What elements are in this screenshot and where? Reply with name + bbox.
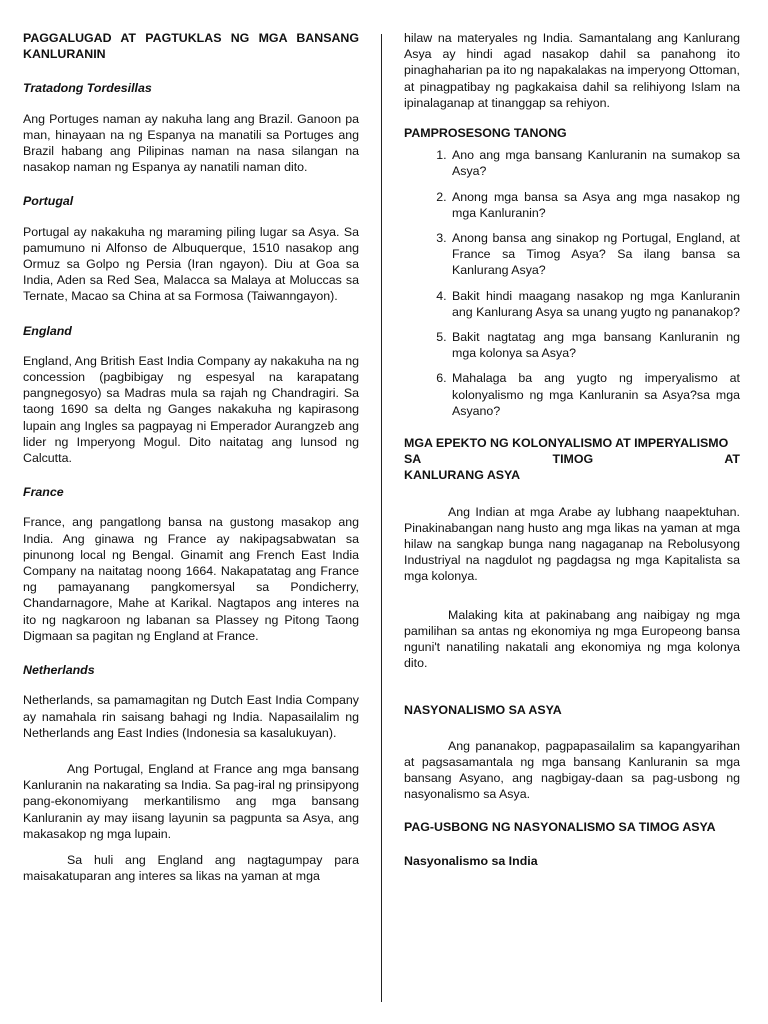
effects-heading-word: AT: [724, 452, 740, 467]
question-item: 4. Bakit hindi maagang nasakop ng mga Kanluranin ang Kanlurang Asya sa unang yugto ng pananakop?: [450, 288, 740, 320]
effects-paragraph-2: Malaking kita at pakinabang ang naibigay ng mga pamilihan sa antas ng ekonomiya ng mga Europeong bansa nguni't nanatiling nakatali ang ekonomiya ng mga kolonya dito.: [404, 607, 740, 671]
rise-of-nationalism-heading: PAG-USBONG NG NASYONALISMO SA TIMOG ASYA: [404, 819, 716, 834]
effects-heading: [404, 435, 740, 484]
section-heading-tordesillas: Tratadong Tordesillas: [23, 81, 152, 96]
section-heading-england: England: [23, 323, 72, 338]
question-item: 5. Bakit nagtatag ang mga bansang Kanluranin ng mga kolonya sa Asya?: [450, 329, 740, 361]
left-column: [23, 30, 359, 884]
section-body-tordesillas: Ang Portuges naman ay nakuha lang ang Brazil. Ganoon pa man, hinayaan na ng Espanya na manatili sa Portuges ang Brazil habang ang Pilipinas naman na nasa silangan na nasakop naman ng Espanya ay nanatili naman dito.: [23, 111, 359, 175]
india-nationalism-heading: Nasyonalismo sa India: [404, 853, 538, 868]
summary-paragraph: Ang Portugal, England at France ang mga bansang Kanluranin na nakarating sa India. Sa pag-iral ng prinsipyong pang-ekonomiyang merkantilismo ang mga bansang Kanluranin ay may iisang layunin sa pagpunta sa Asya, ang makasakop ng mga lupain.: [23, 761, 359, 841]
questions-list: [404, 147, 740, 419]
effects-heading-word: TIMOG: [552, 452, 594, 467]
question-item: 1. Ano ang mga bansang Kanluranin na sumakop sa Asya?: [450, 147, 740, 179]
questions-heading: PAMPROSESONG TANONG: [404, 126, 567, 141]
column-divider: [381, 34, 382, 1002]
nationalism-heading: NASYONALISMO SA ASYA: [404, 702, 562, 717]
effects-heading-line3: KANLURANG ASYA: [404, 468, 521, 483]
section-body-england: England, Ang British East India Company ay nakakuha na ng concession (pagbibigay ng espesyal na karapatang pangnegosyo) sa Madras mula sa rajah ng Chandragiri. Sa taong 1690 sa delta ng Ganges nakakuha ng kapirasong lupain ang Ingles sa pagpayag ni Emperador Aurangzeb ang lider ng Imperyong Mogul. Dito naitatag ang lunsod ng Calcutta.: [23, 353, 359, 466]
section-heading-portugal: Portugal: [23, 194, 74, 209]
question-item: 6. Mahalaga ba ang yugto ng imperyalismo at kolonyalismo ng mga Kanluranin sa Asya?sa mga Asyano?: [450, 370, 740, 419]
question-item: 2. Anong mga bansa sa Asya ang mga nasakop ng mga Kanluranin?: [450, 189, 740, 221]
section-body-portugal: Portugal ay nakakuha ng maraming piling lugar sa Asya. Sa pamumuno ni Alfonso de Albuquerque, 1510 nasakop ang Ormuz sa Golpo ng Persia (Iran ngayon). Diu at Goa sa India, Aden sa Red Sea, Malacca sa Malaya at Moluccas sa Ternate, Macao sa China at sa Formosa (Taiwanngayon).: [23, 224, 359, 304]
effects-heading-word: SA: [404, 452, 422, 467]
closing-paragraph: Sa huli ang England ang nagtagumpay para maisakatuparan ang interes sa likas na yaman at mga: [23, 852, 359, 884]
question-item: 3. Anong bansa ang sinakop ng Portugal, England, at France sa Timog Asya? Sa ilang bansa sa Kanlurang Asya?: [450, 230, 740, 279]
effects-paragraph-1: Ang Indian at mga Arabe ay lubhang naapektuhan. Pinakinabangan nang husto ang mga likas na yaman at mga hilaw na sangkap bunga nang nagaganap na Rebolusyong Industriyal na nagdulot ng pagdagsa ng mga Kapitalista sa mga kolonya.: [404, 504, 740, 584]
nationalism-paragraph: Ang pananakop, pagpapasailalim sa kapangyarihan at pagsasamantala ng mga bansang Kanluranin sa mga bansang Asyano, ang nagbigay-daan sa pag-usbong ng nasyonalismo sa Asya.: [404, 738, 740, 802]
section-body-netherlands: Netherlands, sa pamamagitan ng Dutch East India Company ay namahala rin saisang bahagi ng India. Napasailalim ng Netherlands ang East Indies (Indonesia sa kasalukuyan).: [23, 693, 359, 740]
effects-heading-line1: MGA EPEKTO NG KOLONYALISMO AT IMPERYALISMO: [404, 436, 729, 451]
section-heading-netherlands: Netherlands: [23, 663, 95, 678]
right-column: [404, 30, 740, 869]
continuation-paragraph: hilaw na materyales ng India. Samantalang ang Kanlurang Asya ay hindi agad nasakop dahil sa panahong ito pinaghaharian pa ito ng napakalakas na imperyong Ottoman, at pinagpatibay ng pagkakaisa dahil sa relihiyong Islam na ipinalaganap at tinanggap sa rehiyon.: [404, 31, 740, 110]
document-title: PAGGALUGAD AT PAGTUKLAS NG MGA BANSANG KANLURANIN: [23, 31, 359, 62]
section-body-france: France, ang pangatlong bansa na gustong masakop ang India. Ang ginawa ng France ay nakipagsabwatan sa pinunong local ng Bengal. Ginamit ang French East India Company na naitatag noong 1664. Nakapatatag ang France ng pamayanang pangkomersyal sa Pondicherry, Chandarnagore, Mahe at Karikal. Nagtapos ang interes na ito ng nagkaroon ng labanan sa Plassey ng Pitong Taong Digmaan sa pagitan ng England at France.: [23, 515, 359, 643]
effects-heading-line2: [404, 451, 740, 467]
section-heading-france: France: [23, 485, 64, 500]
